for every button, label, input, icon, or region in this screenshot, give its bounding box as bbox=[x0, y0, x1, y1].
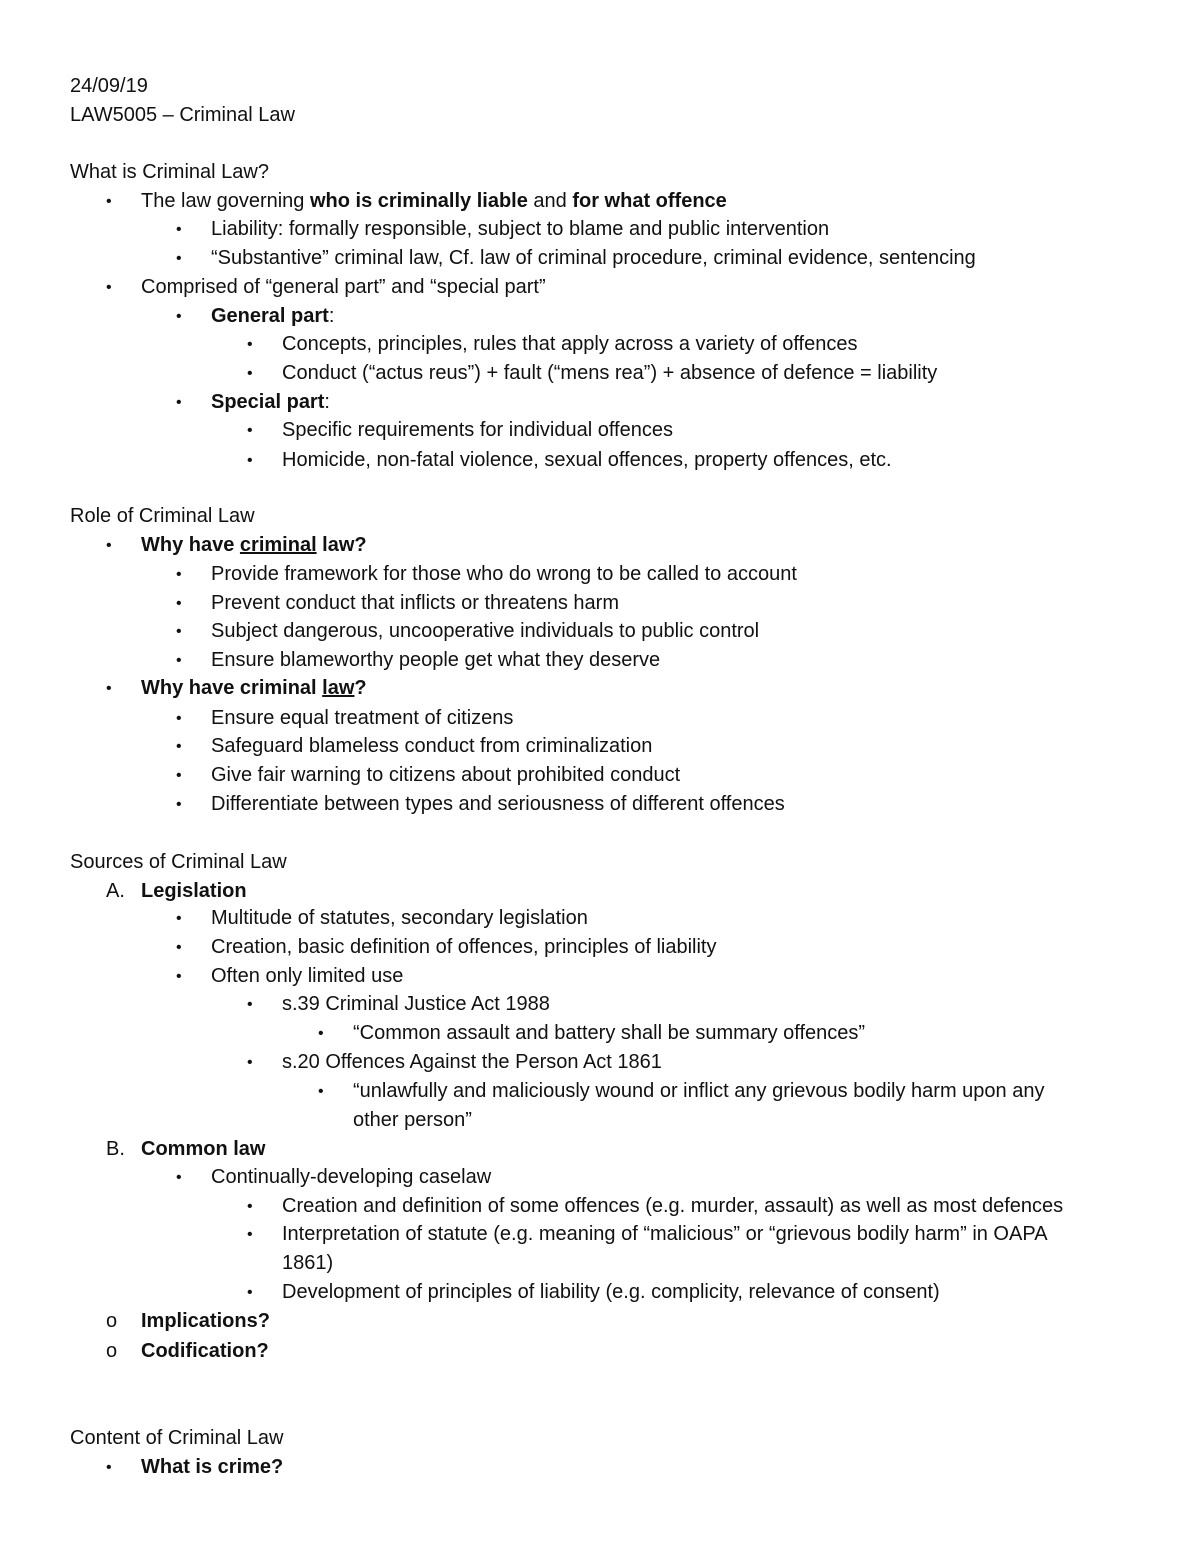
bullet-icon: • bbox=[247, 452, 253, 469]
list-item: “Common assault and battery shall be summary offences” bbox=[353, 1022, 866, 1044]
bullet-icon: • bbox=[247, 1198, 253, 1215]
bullet-icon: • bbox=[247, 336, 253, 353]
bullet-icon: • bbox=[176, 738, 182, 755]
list-item: Specific requirements for individual offences bbox=[282, 419, 673, 441]
bullet-icon: • bbox=[176, 250, 182, 267]
list-item: Continually-developing caselaw bbox=[211, 1166, 492, 1188]
list-marker: o bbox=[106, 1310, 118, 1332]
bullet-icon: • bbox=[247, 422, 253, 439]
list-item: Subject dangerous, uncooperative individuals to public control bbox=[211, 620, 760, 642]
section-heading-sources-of-criminal-law: Sources of Criminal Law bbox=[70, 851, 287, 873]
list-item: Conduct (“actus reus”) + fault (“mens rea”) + absence of defence = liability bbox=[282, 362, 938, 384]
document-date: 24/09/19 bbox=[70, 75, 148, 97]
list-item: Prevent conduct that inflicts or threatens harm bbox=[211, 592, 619, 614]
bullet-icon: • bbox=[318, 1083, 324, 1100]
list-item: Creation, basic definition of offences, principles of liability bbox=[211, 936, 717, 958]
list-item: “unlawfully and maliciously wound or inflict any grievous bodily harm upon any bbox=[353, 1080, 1045, 1102]
list-item: Creation and definition of some offences (e.g. murder, assault) as well as most defences bbox=[282, 1195, 1064, 1217]
list-marker: B. bbox=[106, 1138, 125, 1160]
list-marker: A. bbox=[106, 880, 125, 902]
list-marker: o bbox=[106, 1340, 118, 1362]
bullet-icon: • bbox=[247, 1226, 253, 1243]
list-item: Give fair warning to citizens about prohibited conduct bbox=[211, 764, 681, 786]
list-item: Legislation bbox=[141, 880, 247, 902]
list-item: Provide framework for those who do wrong to be called to account bbox=[211, 563, 797, 585]
bullet-icon: • bbox=[176, 910, 182, 927]
section-heading-what-is-criminal-law: What is Criminal Law? bbox=[70, 161, 269, 183]
bullet-icon: • bbox=[106, 537, 112, 554]
bullet-icon: • bbox=[247, 1284, 253, 1301]
list-item: Implications? bbox=[141, 1310, 270, 1332]
list-item: Why have criminal law? bbox=[141, 534, 367, 556]
bullet-icon: • bbox=[106, 193, 112, 210]
bullet-icon: • bbox=[247, 365, 253, 382]
bullet-icon: • bbox=[176, 710, 182, 727]
list-item: s.39 Criminal Justice Act 1988 bbox=[282, 993, 550, 1015]
bullet-icon: • bbox=[247, 996, 253, 1013]
list-item: General part: bbox=[211, 305, 335, 327]
bullet-icon: • bbox=[176, 939, 182, 956]
bullet-icon: • bbox=[176, 308, 182, 325]
list-item: Ensure equal treatment of citizens bbox=[211, 707, 514, 729]
list-item: Homicide, non-fatal violence, sexual offences, property offences, etc. bbox=[282, 449, 892, 471]
bullet-icon: • bbox=[106, 1459, 112, 1476]
list-item: Comprised of “general part” and “special part” bbox=[141, 276, 546, 298]
bullet-icon: • bbox=[318, 1025, 324, 1042]
list-item: Development of principles of liability (e.g. complicity, relevance of consent) bbox=[282, 1281, 940, 1303]
list-item-continuation: 1861) bbox=[282, 1252, 334, 1274]
list-item: Concepts, principles, rules that apply across a variety of offences bbox=[282, 333, 858, 355]
list-item: The law governing who is criminally liable and for what offence bbox=[141, 190, 727, 212]
section-heading-role-of-criminal-law: Role of Criminal Law bbox=[70, 505, 255, 527]
section-heading-content-of-criminal-law: Content of Criminal Law bbox=[70, 1427, 284, 1449]
list-item: Ensure blameworthy people get what they deserve bbox=[211, 649, 661, 671]
list-item-continuation: other person” bbox=[353, 1109, 472, 1131]
list-item: Common law bbox=[141, 1138, 266, 1160]
bullet-icon: • bbox=[176, 221, 182, 238]
bullet-icon: • bbox=[176, 767, 182, 784]
list-item: Often only limited use bbox=[211, 965, 404, 987]
bullet-icon: • bbox=[176, 968, 182, 985]
list-item: Interpretation of statute (e.g. meaning of “malicious” or “grievous bodily harm” in OAPA bbox=[282, 1223, 1048, 1245]
list-item: Why have criminal law? bbox=[141, 677, 367, 699]
bullet-icon: • bbox=[247, 1054, 253, 1071]
list-item: Differentiate between types and seriousness of different offences bbox=[211, 793, 785, 815]
list-item: “Substantive” criminal law, Cf. law of criminal procedure, criminal evidence, sentencing bbox=[211, 247, 976, 269]
bullet-icon: • bbox=[176, 796, 182, 813]
bullet-icon: • bbox=[106, 680, 112, 697]
bullet-icon: • bbox=[176, 394, 182, 411]
list-item: Codification? bbox=[141, 1340, 269, 1362]
bullet-icon: • bbox=[176, 623, 182, 640]
document-course-title: LAW5005 – Criminal Law bbox=[70, 104, 295, 126]
list-item: What is crime? bbox=[141, 1456, 284, 1478]
list-item: Liability: formally responsible, subject to blame and public intervention bbox=[211, 218, 830, 240]
list-item: Special part: bbox=[211, 391, 330, 413]
bullet-icon: • bbox=[176, 1169, 182, 1186]
list-item: s.20 Offences Against the Person Act 1861 bbox=[282, 1051, 662, 1073]
bullet-icon: • bbox=[106, 279, 112, 296]
bullet-icon: • bbox=[176, 595, 182, 612]
list-item: Safeguard blameless conduct from criminalization bbox=[211, 735, 653, 757]
bullet-icon: • bbox=[176, 652, 182, 669]
list-item: Multitude of statutes, secondary legislation bbox=[211, 907, 588, 929]
bullet-icon: • bbox=[176, 566, 182, 583]
